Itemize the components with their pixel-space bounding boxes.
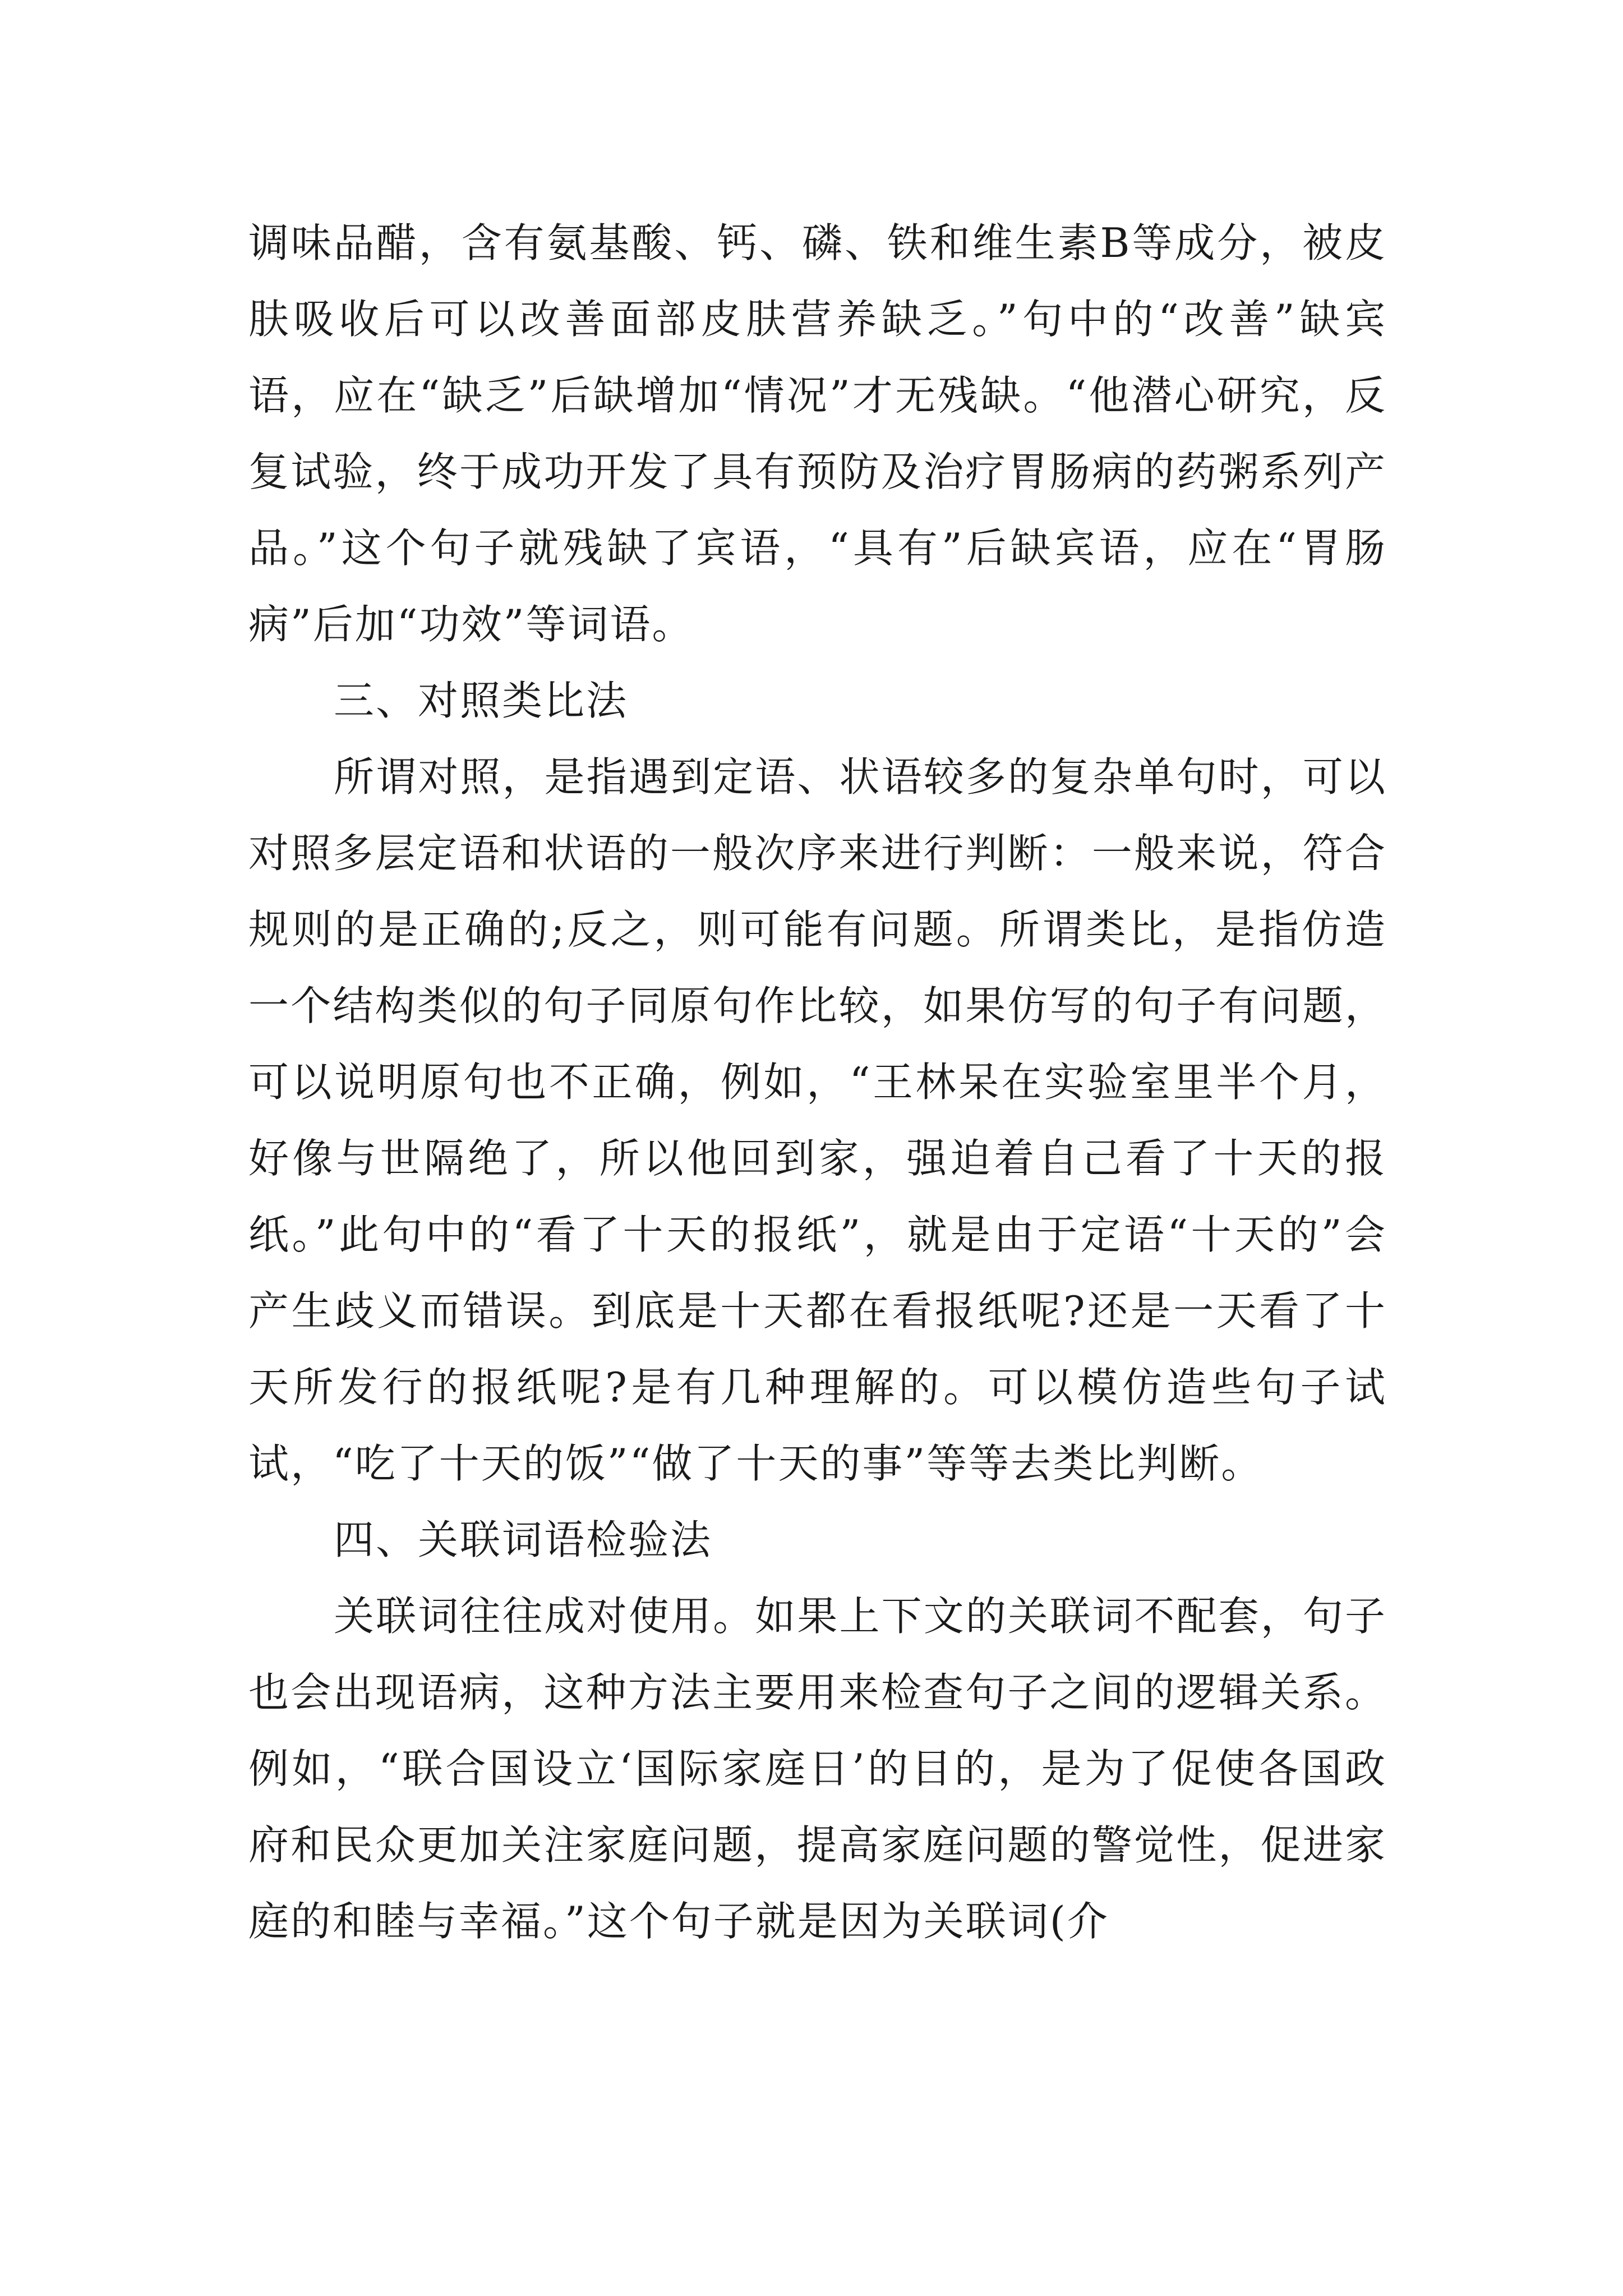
section-heading-4: 四、关联词语检验法	[334, 1516, 713, 1563]
paragraph-contrast-analogy: 所谓对照，是指遇到定语、状语较多的复杂单句时，可以对照多层定语和状语的一般次序来进行判断：一般来说，符合规则的是正确的;反之，则可能有问题。所谓类比，是指仿造一个结构类似的句子同原句作比较，如果仿写的句子有问题，可以说明原句也不正确，例如，“王林呆在实验室里半个月，好像与世隔绝了，所以他回到家，强迫着自己看了十天的报纸。”此句中的“看了十天的报纸”，就是由于定语“十天的”会产生歧义而错误。到底是十天都在看报纸呢?还是一天看了十天所发行的报纸呢?是有几种理解的。可以模仿造些句子试试，“吃了十天的饭”“做了十天的事”等等去类比判断。	[248, 753, 1387, 1487]
paragraph-continuation: 调味品醋，含有氨基酸、钙、磷、铁和维生素B等成分，被皮肤吸收后可以改善面部皮肤营养缺乏。”句中的“改善”缺宾语，应在“缺乏”后缺增加“情况”才无残缺。“他潜心研究，反复试验，终于成功开发了具有预防及治疗胃肠病的药粥系列产品。”这个句子就残缺了宾语，“具有”后缺宾语，应在“胃肠病”后加“功效”等词语。	[248, 219, 1387, 648]
document-body	[248, 205, 1387, 1959]
paragraph-conjunction-check: 关联词往往成对使用。如果上下文的关联词不配套，句子也会出现语病，这种方法主要用来检查句子之间的逻辑关系。例如，“联合国设立‘国际家庭日’的目的，是为了促使各国政府和民众更加关注家庭问题，提高家庭问题的警觉性，促进家庭的和睦与幸福。”这个句子就是因为关联词(介	[248, 1593, 1387, 1945]
section-heading-3: 三、对照类比法	[334, 677, 629, 724]
